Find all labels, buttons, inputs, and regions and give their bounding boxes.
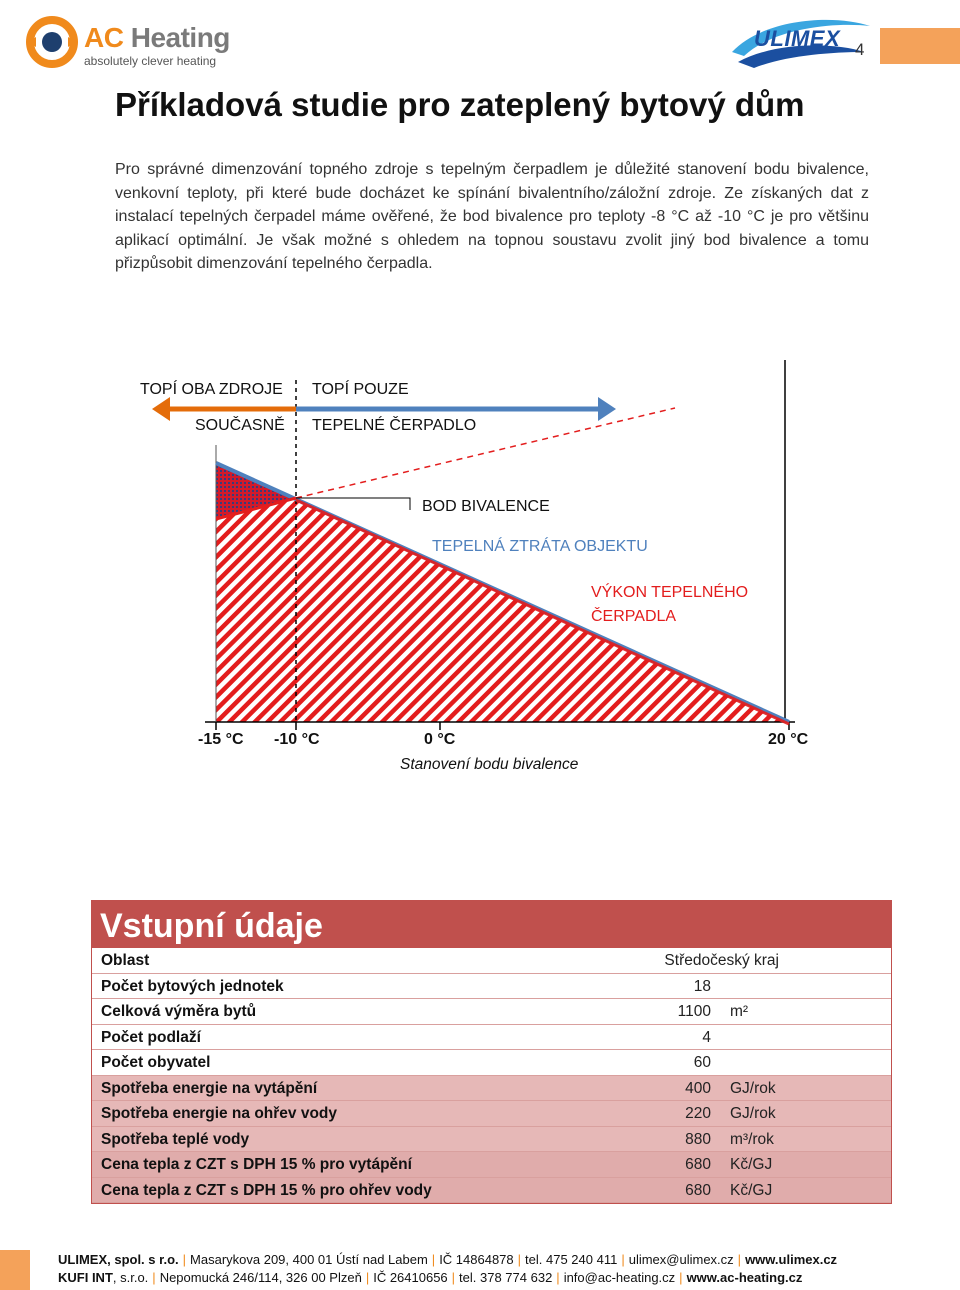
row-value: 680 <box>685 1156 711 1173</box>
row-label: Počet bytových jednotek <box>101 977 284 995</box>
row-value: 4 <box>702 1028 711 1046</box>
footer-line-1: ULIMEX, spol. s r.o. | Masarykova 209, 400 01 Ústí nad Labem | IČ 14864878 | tel. 475 240 411 | ulimex@ulimex.cz | www.ulimex.cz <box>58 1252 838 1267</box>
table-row <box>92 1127 891 1153</box>
row-unit: Kč/GJ <box>730 1181 773 1199</box>
label-pump-output-1: VÝKON TEPELNÉHO <box>591 584 749 601</box>
table-row <box>92 1076 891 1102</box>
footer-tel: tel. 378 774 632 <box>459 1270 553 1285</box>
table-body <box>91 948 892 1204</box>
table-row <box>92 1101 891 1127</box>
intro-paragraph: Pro správné dimenzování topného zdroje s tepelným čerpadlem je důležité stanovení bodu bivalence, venkovní teploty, při které bude docházet ke spínání bivalentního/záložní zdroje. Ze získaných dat z instalací tepelných čerpadel máme ověřené, že bod bivalence pro teploty -8 °C až -10 °C je pro většinu aplikací optimální. Je však možné s ohledem na topnou soustavu zvolit jiný bod bivalence a tomu přizpůsobit dimenzování tepelného čerpadla. <box>115 161 869 272</box>
page-tab-decoration <box>880 28 960 64</box>
footer-address: Nepomucká 246/114, 326 00 Plzeň <box>159 1270 362 1285</box>
table-row <box>92 1152 891 1178</box>
ulimex-logo <box>724 12 874 70</box>
ac-heating-logo-icon <box>22 10 82 72</box>
ac-heating-logo <box>22 10 252 72</box>
page-title: Příkladová studie pro zateplený bytový dům <box>115 86 805 123</box>
label-both-sources-2: SOUČASNĚ <box>195 417 285 434</box>
label-both-sources-1: TOPÍ OBA ZDROJE <box>140 381 283 398</box>
table-row <box>92 999 891 1025</box>
row-unit: GJ/rok <box>730 1079 776 1097</box>
ac-heating-brand-rest: Heating <box>130 22 230 53</box>
label-pump-output-2: ČERPADLA <box>591 608 677 625</box>
diagram-caption: Stanovení bodu bivalence <box>400 756 579 773</box>
row-value: Středočeský kraj <box>664 952 779 969</box>
footer-address: Masarykova 209, 400 01 Ústí nad Labem <box>190 1252 428 1267</box>
row-value: 18 <box>693 977 711 995</box>
page-number: 4 <box>855 40 865 59</box>
label-bivalence-point: BOD BIVALENCE <box>422 498 550 515</box>
table-row <box>92 948 891 974</box>
footer-web[interactable]: www.ac-heating.cz <box>686 1270 803 1285</box>
footer-company-kufi: KUFI INT <box>58 1270 113 1285</box>
row-label: Počet podlaží <box>101 1028 201 1046</box>
table-row <box>92 1178 891 1204</box>
row-label: Celková výměra bytů <box>101 1003 257 1020</box>
footer-web[interactable]: www.ulimex.cz <box>745 1252 838 1267</box>
label-pump-only-1: TOPÍ POUZE <box>312 381 409 398</box>
footer-tel: tel. 475 240 411 <box>525 1252 618 1267</box>
tick-label-20: 20 °C <box>768 731 809 748</box>
row-unit: m² <box>730 1003 749 1020</box>
ac-heating-brand: AC Heating <box>84 22 230 53</box>
row-unit: m³/rok <box>730 1130 774 1148</box>
table-row <box>92 1025 891 1051</box>
ulimex-brand: ULIMEX <box>754 26 841 51</box>
row-value: 60 <box>693 1054 711 1071</box>
table-row <box>92 974 891 1000</box>
row-unit: GJ/rok <box>730 1105 776 1122</box>
footer-email[interactable]: ulimex@ulimex.cz <box>628 1252 734 1267</box>
orange-arrow-head <box>152 397 170 421</box>
table-title: Vstupní údaje <box>91 900 892 948</box>
row-label: Spotřeba teplé vody <box>101 1130 250 1148</box>
footer-email[interactable]: info@ac-heating.cz <box>563 1270 676 1285</box>
tick-label-minus10: -10 °C <box>274 731 320 748</box>
tick-label-0: 0 °C <box>424 731 456 748</box>
footer-ic: IČ 26410656 <box>373 1270 448 1285</box>
row-value: 400 <box>685 1079 711 1097</box>
footer-company-ulimex: ULIMEX, spol. s r.o. <box>58 1252 179 1267</box>
footer-company-kufi-suffix: , s.r.o. <box>112 1270 149 1285</box>
footer-line-2: KUFI INT, s.r.o. | Nepomucká 246/114, 326 00 Plzeň | IČ 26410656 | tel. 378 774 632 | info@ac-heating.cz | www.ac-heating.cz <box>58 1270 803 1285</box>
label-pump-only-2: TEPELNÉ ČERPADLO <box>312 417 477 434</box>
row-label: Počet obyvatel <box>101 1054 211 1071</box>
footer-decoration <box>0 1250 30 1290</box>
bivalence-diagram <box>0 350 960 790</box>
row-label: Spotřeba energie na vytápění <box>101 1079 318 1097</box>
row-label: Spotřeba energie na ohřev vody <box>101 1105 338 1122</box>
tick-label-minus15: -15 °C <box>198 731 244 748</box>
row-value: 220 <box>685 1105 711 1122</box>
label-heat-loss: TEPELNÁ ZTRÁTA OBJEKTU <box>432 538 648 555</box>
blue-arrow-head <box>598 397 616 421</box>
row-unit: Kč/GJ <box>730 1156 773 1173</box>
footer-ic: IČ 14864878 <box>439 1252 514 1267</box>
table-row <box>92 1050 891 1076</box>
input-data-table <box>91 900 892 1204</box>
row-value: 880 <box>685 1130 711 1148</box>
row-label: Oblast <box>101 952 150 969</box>
bivalence-diagram-graphic <box>0 350 960 790</box>
row-value: 1100 <box>677 1003 711 1020</box>
row-value: 680 <box>685 1181 711 1199</box>
row-label: Cena tepla z CZT s DPH 15 % pro ohřev vody <box>101 1181 432 1199</box>
ac-heating-tagline: absolutely clever heating <box>84 54 217 68</box>
pump-coverage-area <box>216 498 789 722</box>
row-label: Cena tepla z CZT s DPH 15 % pro vytápění <box>101 1156 412 1173</box>
